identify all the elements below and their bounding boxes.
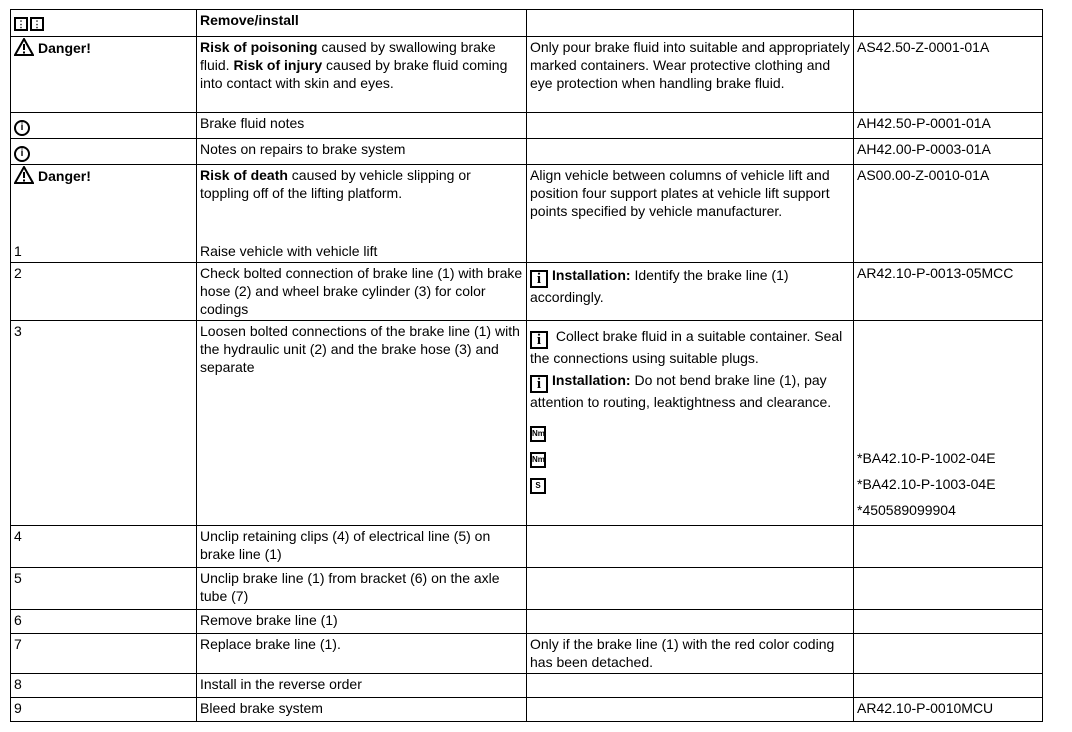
torque-ref-link[interactable]: *BA42.10-P-1002-04E: [857, 450, 996, 466]
notes-ref-link[interactable]: AH42.50-P-0001-01A: [854, 113, 1043, 139]
table-row: [11, 634, 1043, 674]
danger-ref-link[interactable]: AS42.50-Z-0001-01A: [854, 37, 1043, 113]
step-number: 7: [11, 634, 197, 674]
danger-label: Danger!: [38, 40, 91, 56]
info-icon: i: [530, 331, 548, 349]
notes-ref-link[interactable]: AH42.00-P-0003-01A: [854, 139, 1043, 165]
step-text: Unclip retaining clips (4) of electrical line (5) on brake line (1): [197, 526, 527, 568]
step-ref-link[interactable]: AR42.10-P-0010MCU: [854, 698, 1043, 722]
danger-label: Danger!: [38, 168, 91, 184]
step-text: Loosen bolted connections of the brake line (1) with the hydraulic unit (2) and the brake hose (3) and separate: [197, 321, 527, 526]
step-text: Remove brake line (1): [197, 610, 527, 634]
step-number: 2: [11, 263, 197, 321]
step-number: 5: [11, 568, 197, 610]
table-row: [11, 321, 1043, 526]
step-text: Raise vehicle with vehicle lift: [200, 243, 378, 259]
danger-text: Risk of death caused by vehicle slipping or toppling off of the lifting platform.: [200, 167, 471, 201]
notes-text: Brake fluid notes: [197, 113, 527, 139]
step-number: 4: [11, 526, 197, 568]
table-row: [11, 37, 1043, 113]
table-row: [11, 568, 1043, 610]
step-text: Check bolted connection of brake line (1) with brake hose (2) and wheel brake cylinder (3) for color codings: [197, 263, 527, 321]
danger-text: Risk of poisoning caused by swallowing brake fluid. Risk of injury caused by brake fluid coming into contact with skin and eyes.: [197, 37, 527, 113]
step-number: 6: [11, 610, 197, 634]
danger-note: Only pour brake fluid into suitable and appropriately marked containers. Wear protective clothing and eye protection when handling brake fluid.: [527, 37, 854, 113]
step-number: 8: [11, 674, 197, 698]
step-text: Install in the reverse order: [197, 674, 527, 698]
info-note: i Collect brake fluid in a suitable container. Seal the connections using suitable plugs.: [530, 328, 843, 366]
header-row: [11, 10, 1043, 37]
notes-icon: i: [14, 146, 30, 162]
step-note: Only if the brake line (1) with the red color coding has been detached.: [527, 634, 854, 674]
table-row: [11, 610, 1043, 634]
header-title: Remove/install: [197, 10, 527, 37]
table-row: [11, 674, 1043, 698]
danger-note: Align vehicle between columns of vehicle lift and position four support plates at vehicle lift support points specified by vehicle manufacturer.: [527, 165, 854, 263]
header-empty-3: [527, 10, 854, 37]
step-text: Bleed brake system: [197, 698, 527, 722]
step-text: Unclip brake line (1) from bracket (6) on the axle tube (7): [197, 568, 527, 610]
step-number: 1: [14, 243, 22, 259]
step-number: 3: [11, 321, 197, 526]
danger-label-cell: [11, 37, 197, 113]
procedure-table: [10, 9, 1043, 722]
header-icon-cell: [11, 10, 197, 37]
table-row: [11, 526, 1043, 568]
table-row: [11, 165, 1043, 263]
table-row: [11, 113, 1043, 139]
tool-ref-link[interactable]: *450589099904: [857, 502, 956, 518]
torque-nm-icon: Nm: [530, 426, 546, 442]
table-row: [11, 139, 1043, 165]
danger-label-cell: [11, 165, 197, 263]
warning-triangle-icon: [14, 38, 34, 60]
header-empty-4: [854, 10, 1043, 37]
info-icon: i: [530, 270, 548, 288]
notes-text: Notes on repairs to brake system: [197, 139, 527, 165]
table-row: 2 Check bolted connection of brake line (1) with brake hose (2) and wheel brake cylinder (3) for color codings i Installation: Identify the brake line (1) accordingly. AR42.10-P-0013-05MCC: [11, 263, 1043, 321]
torque-nm-icon: Nm: [530, 452, 546, 468]
info-icon: i: [530, 375, 548, 393]
special-tool-icon: S: [530, 478, 546, 494]
remove-icon: ⋮: [14, 17, 28, 31]
danger-ref-link[interactable]: AS00.00-Z-0010-01A: [854, 165, 1043, 263]
installation-note: i Installation: Do not bend brake line (1), pay attention to routing, leaktightness and clearance.: [530, 372, 832, 410]
table-row: [11, 698, 1043, 722]
step-number: 9: [11, 698, 197, 722]
step-ref-link[interactable]: AR42.10-P-0013-05MCC: [854, 263, 1043, 321]
install-icon: ⋮: [30, 17, 44, 31]
step-text: Replace brake line (1).: [197, 634, 527, 674]
warning-triangle-icon: [14, 166, 34, 188]
notes-icon: i: [14, 120, 30, 136]
torque-ref-link[interactable]: *BA42.10-P-1003-04E: [857, 476, 996, 492]
